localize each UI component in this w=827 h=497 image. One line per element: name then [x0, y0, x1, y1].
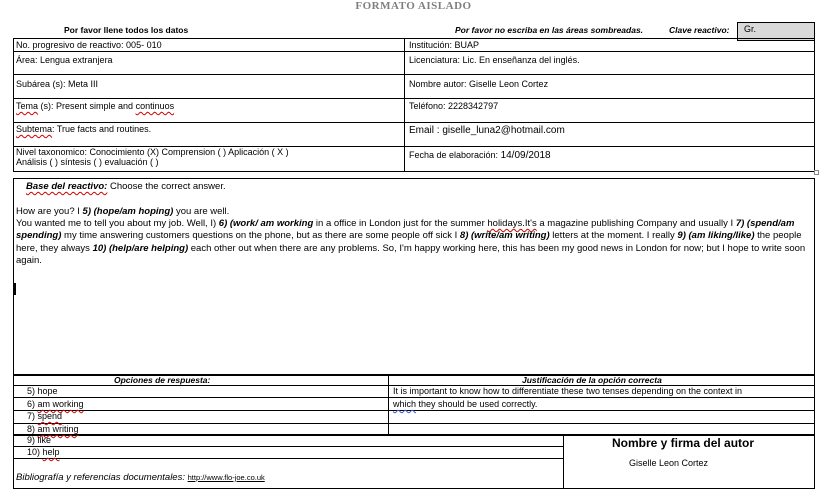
progresivo-field[interactable]: No. progresivo de reactivo: 005- 010 [16, 40, 162, 50]
option-10[interactable]: 10) help [27, 447, 60, 457]
option-5[interactable]: 5) hope [27, 386, 58, 396]
nivel-taxonomico-line1[interactable]: Nivel taxonomico: Conocimiento (X) Comprension ( ) Aplicación ( X ) [16, 147, 289, 157]
tema-word: continuos [135, 101, 175, 111]
base-reactivo: Base del reactivo: Choose the correct answer. [26, 181, 226, 192]
justificacion-line-1[interactable]: It is important to know how to differentiate these two tenses depending on the context in [393, 386, 743, 396]
justificacion-line-2[interactable]: which they should be used correctly. [393, 399, 538, 409]
option-9[interactable]: 9) like [27, 435, 52, 445]
bibliografia-link[interactable]: http://www.flo-joe.co.uk [187, 473, 265, 482]
bibliografia: Bibliografía y referencias documentales: http://www.flo-joe.co.uk [16, 472, 265, 483]
option-7[interactable]: 7) spend [27, 411, 63, 421]
tema-field[interactable]: Tema (s): Present simple and continuos [16, 101, 175, 111]
firma-name[interactable]: Giselle Leon Cortez [629, 458, 709, 468]
fecha-field[interactable]: Fecha de elaboración: 14/09/2018 [409, 150, 551, 161]
tema-label: Tema [16, 101, 39, 111]
reactivo-paragraph-1: How are you? I 5) (hope/am hoping) you are well. [16, 206, 230, 217]
opciones-header: Opciones de respuesta: [114, 375, 211, 385]
subtema-label: Subtema [16, 124, 53, 134]
subarea-field[interactable]: Subárea (s): Meta III [16, 79, 99, 89]
institucion-field[interactable]: Institución: BUAP [409, 40, 480, 50]
email-field[interactable]: Email : giselle_luna2@hotmail.com [409, 125, 565, 136]
subtema-field[interactable]: Subtema: True facts and routines. [16, 124, 152, 134]
nivel-taxonomico-line2[interactable]: Análisis ( ) síntesis ( ) evaluación ( ) [16, 156, 159, 167]
text-cursor [14, 283, 16, 295]
clave-label: Clave reactivo: [669, 25, 730, 35]
reactivo-paragraph-2: You wanted me to tell you about my job. Well, I) 6) (work/ am working in a office in London just for the summer holidays.It's a magazine publishing Company and usually I 7) (spend/am spending) my time answering customers questions on the phone, but as there are some people off sick I 8) (write/am writing) letters at the moment. I really 9) (am liking/like) the people here, they always 10) (help/are helping) each other out when there are any problems. So, I'm happy working here, this has been my good news in London for now; but I hope to write soon again. [16, 218, 806, 267]
page-title: FORMATO AISLADO [355, 0, 472, 12]
area-field[interactable]: Área: Lengua extranjera [16, 55, 113, 65]
table-resize-handle[interactable] [814, 170, 819, 175]
fill-all-note: Por favor llene todos los datos [64, 25, 189, 35]
firma-label: Nombre y firma del autor [612, 436, 755, 450]
licenciatura-field[interactable]: Licenciatura: Lic. En enseñanza del inglés. [409, 55, 580, 65]
telefono-field[interactable]: Teléfono: 2228342797 [409, 101, 499, 111]
gr-label: Gr. [744, 24, 757, 34]
justificacion-header: Justificación de la opción correcta [522, 375, 662, 385]
shaded-note: Por favor no escriba en las áreas sombreadas. [455, 25, 644, 35]
option-6[interactable]: 6) am working [27, 399, 84, 409]
autor-field[interactable]: Nombre autor: Giselle Leon Cortez [409, 79, 549, 89]
option-8[interactable]: 8) am writing [27, 424, 79, 434]
